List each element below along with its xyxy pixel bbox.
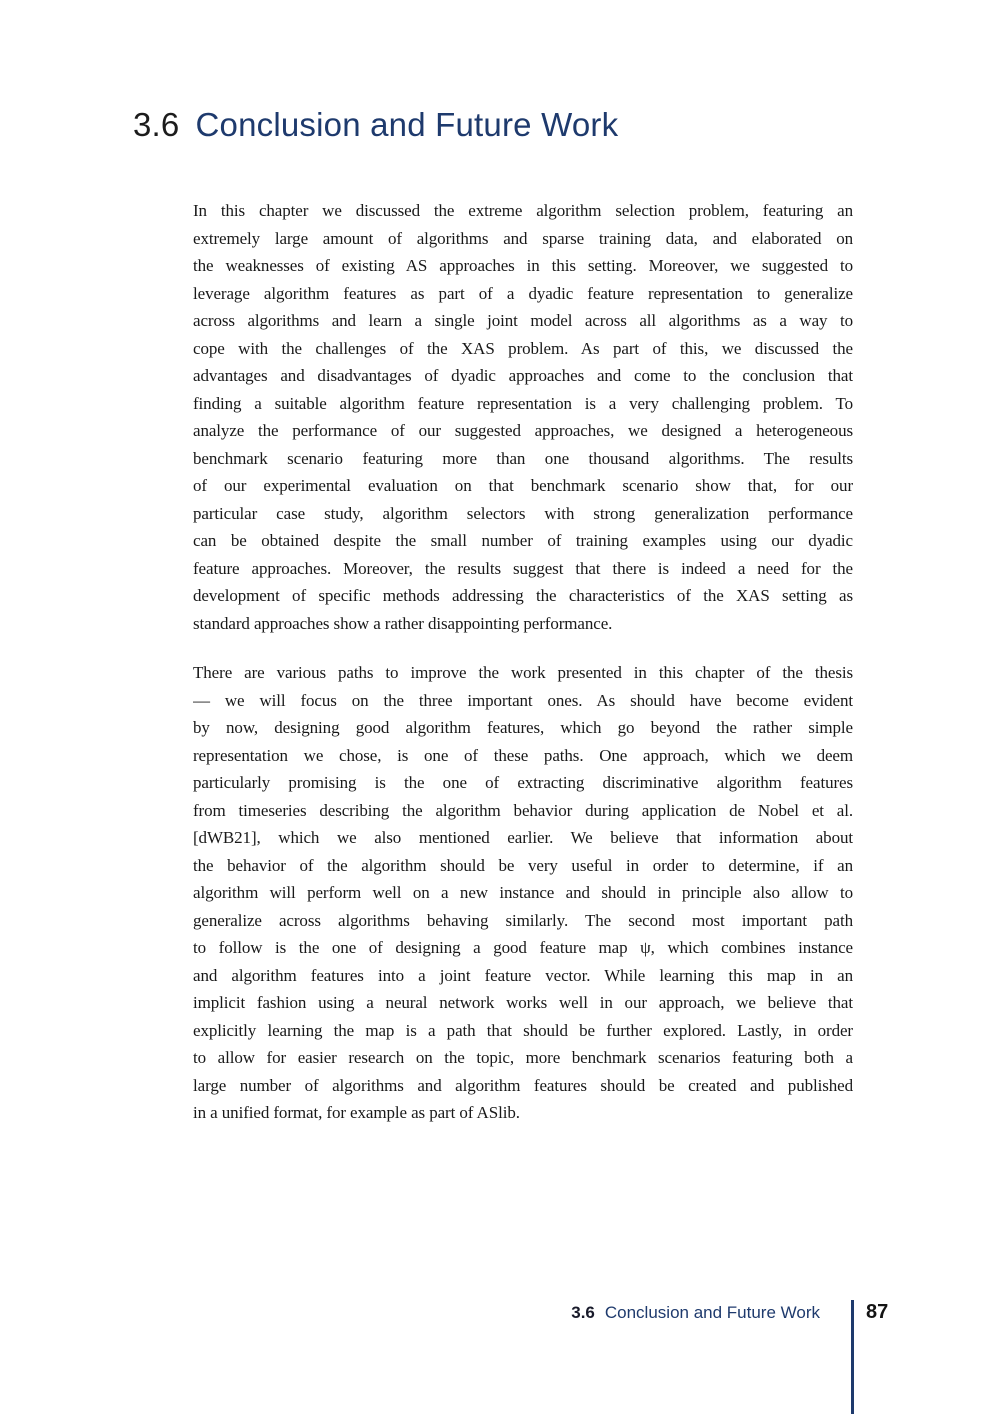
page-footer — [0, 1300, 1000, 1414]
section-heading — [133, 106, 618, 144]
footer-section-ref — [571, 1303, 820, 1323]
text-line: advantages and disadvantages of dyadic approaches and come to the conclusion that — [193, 366, 853, 385]
text-line: particular case study, algorithm selectors with strong generalization performance — [193, 503, 853, 523]
footer-section-number: 3.6 — [571, 1303, 595, 1322]
text-line: across algorithms and learn a single joint model across all algorithms as a way to — [193, 311, 853, 330]
text-line: by now, designing good algorithm features, which go beyond the rather simple — [193, 718, 853, 737]
text-line: There are various paths to improve the work presented in this chapter of the thesis — [193, 663, 853, 682]
text-line: cope with the challenges of the XAS problem. As part of this, we discussed the — [193, 338, 853, 358]
text-line: representation we chose, is one of these paths. One approach, which we deem — [193, 745, 853, 765]
text-line: from timeseries describing the algorithm behavior during application de Nobel et al. — [193, 800, 853, 820]
text-line: in a unified format, for example as part of ASlib. — [193, 1103, 520, 1122]
text-line: development of specific methods addressing the characteristics of the XAS setting as — [193, 586, 853, 605]
page-number: 87 — [866, 1301, 889, 1323]
text-line: benchmark scenario featuring more than one thousand algorithms. The results — [193, 448, 853, 468]
footer-section-title: Conclusion and Future Work — [604, 1303, 820, 1322]
text-line: extremely large amount of algorithms and sparse training data, and elaborated on — [193, 228, 853, 248]
text-line: explicitly learning the map is a path that should be further explored. Lastly, in order — [193, 1020, 853, 1040]
text-line: — we will focus on the three important ones. As should have become evident — [193, 690, 853, 710]
text-line: large number of algorithms and algorithm features should be created and published — [193, 1075, 853, 1095]
text-line: particularly promising is the one of extracting discriminative algorithm features — [193, 773, 853, 792]
text-line: the behavior of the algorithm should be very useful in order to determine, if an — [193, 855, 853, 875]
text-line: feature approaches. Moreover, the results suggest that there is indeed a need for the — [193, 558, 853, 578]
paragraph — [193, 197, 853, 637]
footer-divider-bar — [851, 1300, 854, 1414]
text-line: standard approaches show a rather disappointing performance. — [193, 613, 613, 633]
text-line: finding a suitable algorithm feature representation is a very challenging problem. To — [193, 393, 853, 413]
text-line: analyze the performance of our suggested approaches, we designed a heterogeneous — [193, 421, 853, 440]
paragraph — [193, 659, 853, 1127]
text-line: to allow for easier research on the topic, more benchmark scenarios featuring both a — [193, 1048, 853, 1067]
text-line: of our experimental evaluation on that benchmark scenario show that, for our — [193, 476, 853, 495]
section-title: Conclusion and Future Work — [195, 106, 619, 143]
section-number: 3.6 — [133, 106, 180, 143]
text-line: and algorithm features into a joint feature vector. While learning this map in an — [193, 965, 853, 985]
text-line: In this chapter we discussed the extreme algorithm selection problem, featuring an — [193, 201, 853, 220]
text-line: to follow is the one of designing a good feature map ψ, which combines instance — [193, 938, 853, 957]
text-line: algorithm will perform well on a new instance and should in principle also allow to — [193, 883, 853, 902]
text-line: generalize across algorithms behaving similarly. The second most important path — [193, 910, 853, 930]
text-line: can be obtained despite the small number of training examples using our dyadic — [193, 531, 853, 550]
text-line: implicit fashion using a neural network works well in our approach, we believe that — [193, 993, 853, 1012]
text-line: leverage algorithm features as part of a dyadic feature representation to generalize — [193, 283, 853, 303]
text-line: the weaknesses of existing AS approaches in this setting. Moreover, we suggested to — [193, 256, 853, 275]
body-paragraphs — [193, 197, 853, 1149]
text-line: [dWB21], which we also mentioned earlier. We believe that information about — [193, 828, 853, 847]
